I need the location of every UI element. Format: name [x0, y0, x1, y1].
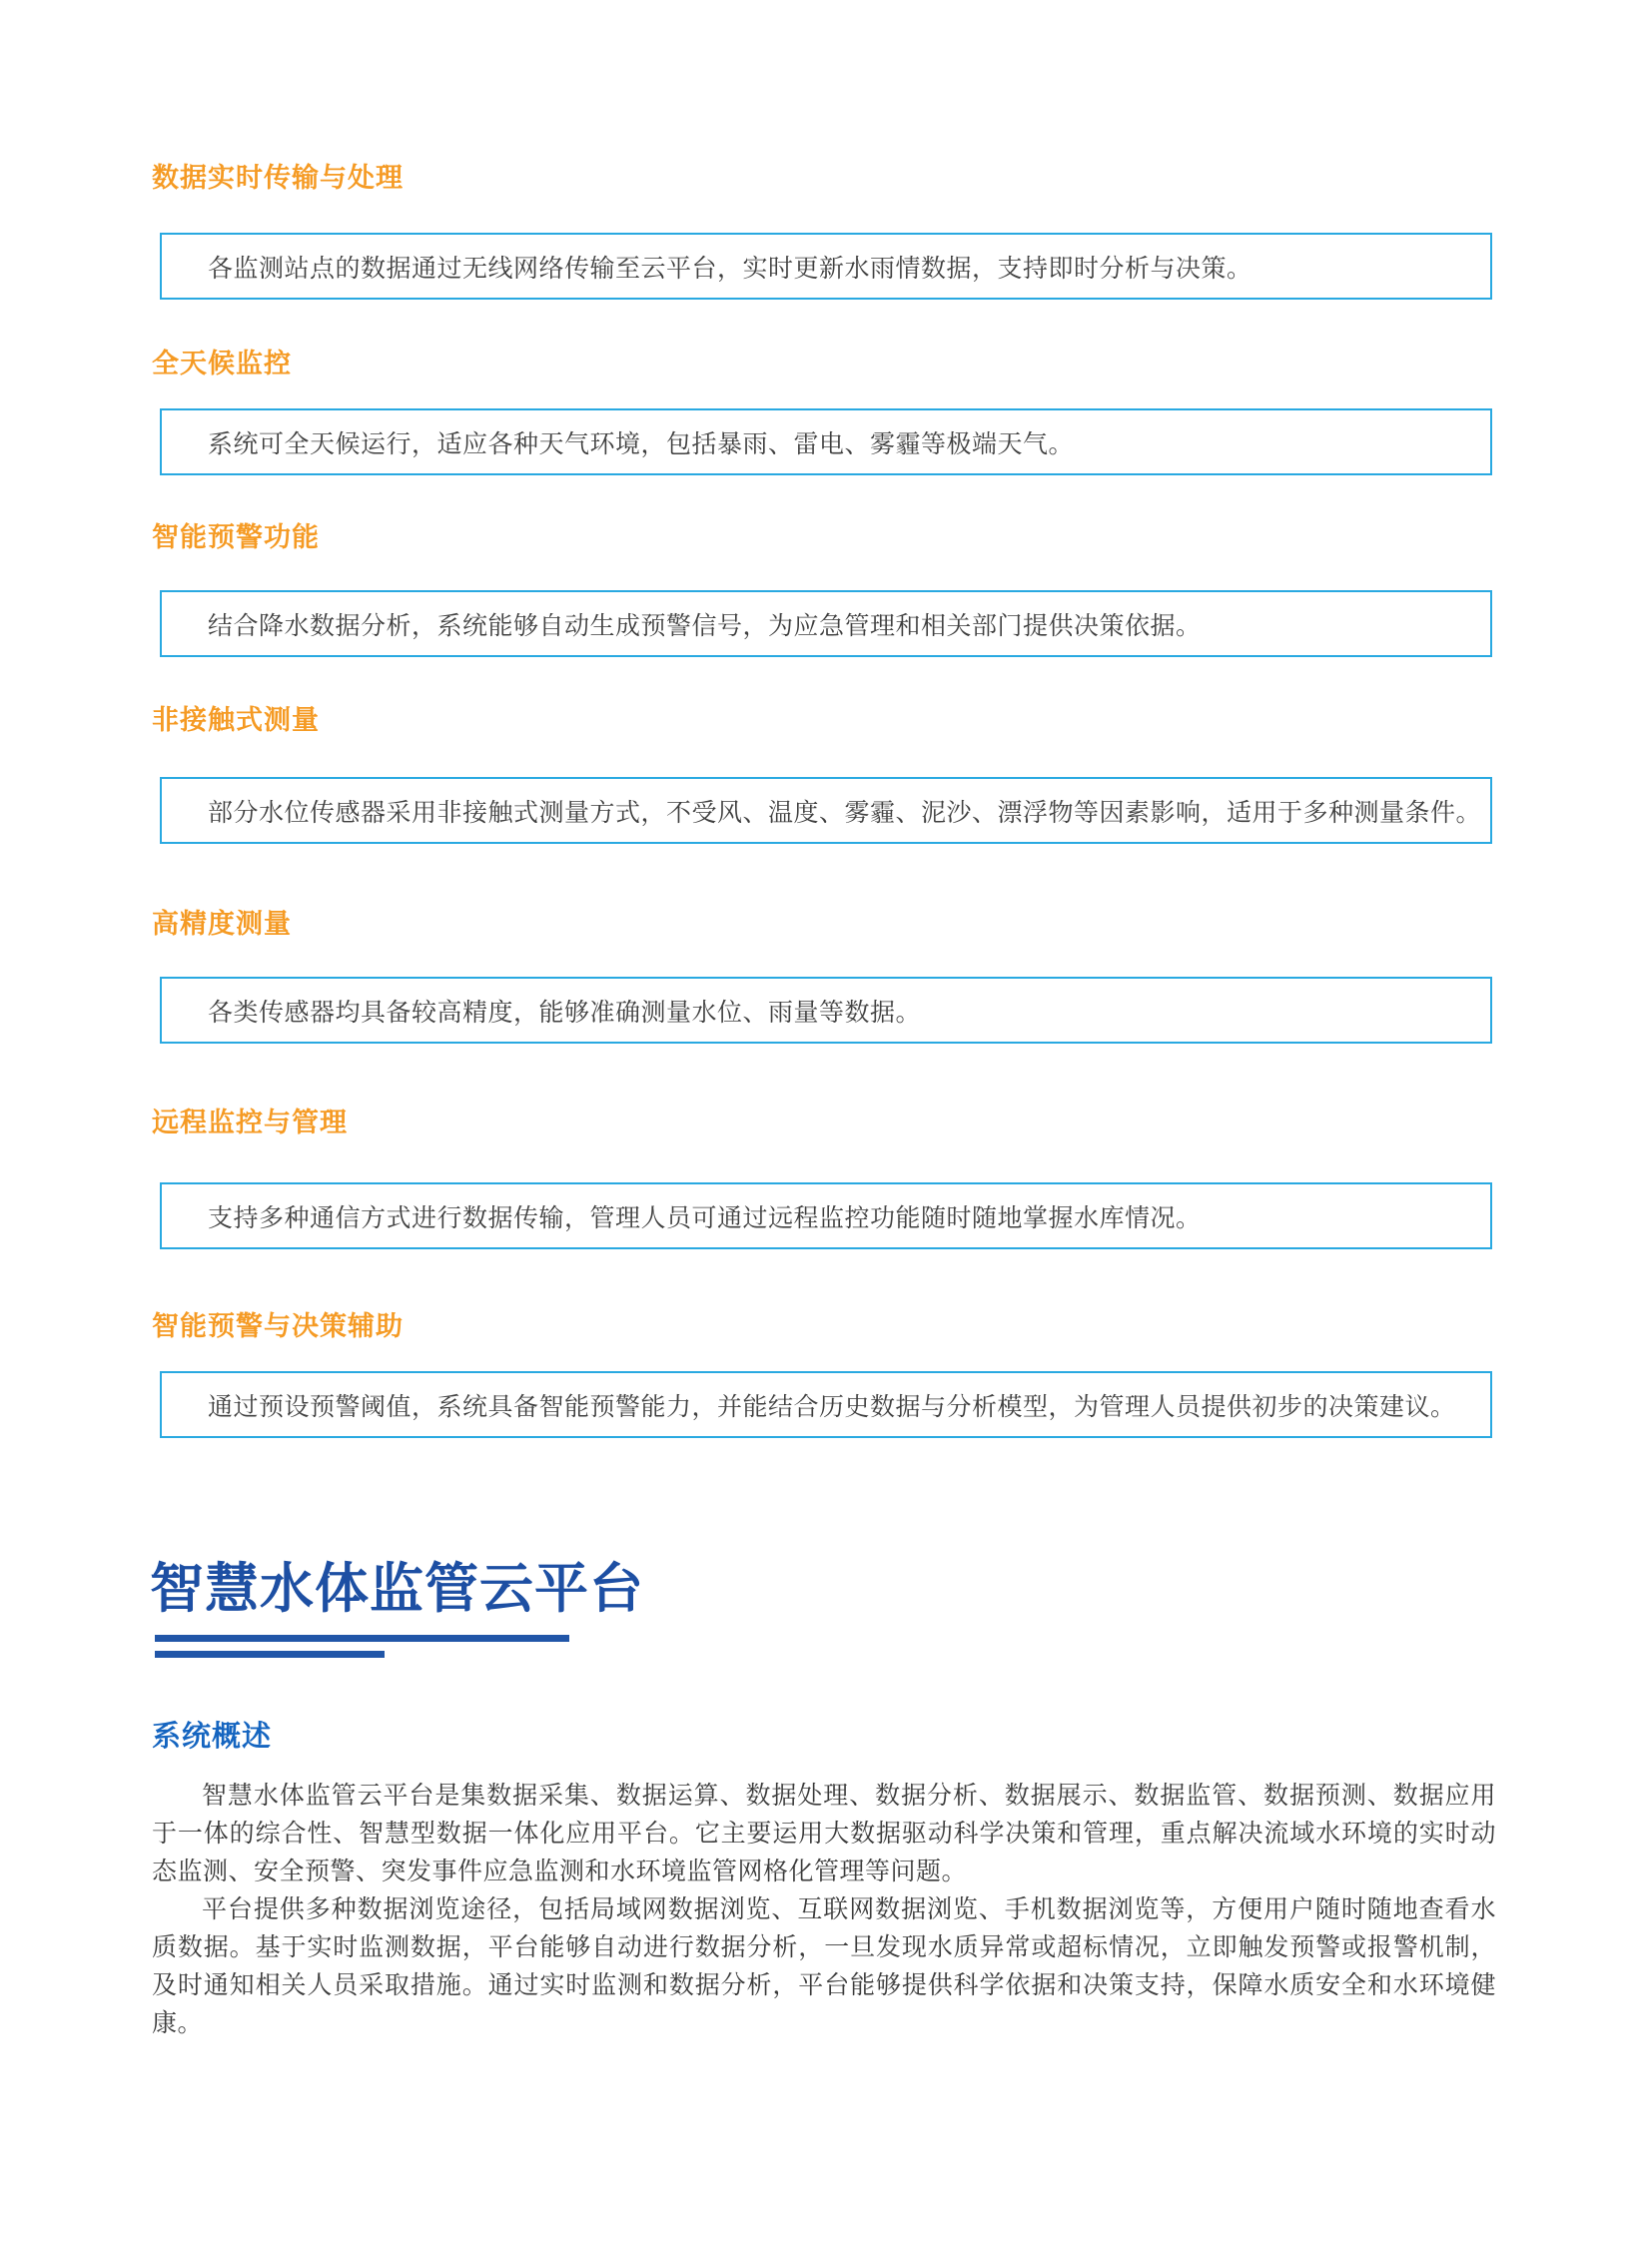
feature-description-text: 通过预设预警阈值，系统具备智能预警能力，并能结合历史数据与分析模型，为管理人员提供初步的决策建议。 [208, 1392, 1456, 1421]
page-title: 智慧水体监管云平台 [150, 1559, 644, 1619]
feature-description-text: 系统可全天候运行，适应各种天气环境，包括暴雨、雷电、雾霾等极端天气。 [208, 429, 1075, 458]
title-underline-short [155, 1651, 385, 1658]
feature-heading-high-precision: 高精度测量 [152, 909, 292, 939]
feature-description-text: 各监测站点的数据通过无线网络传输至云平台，实时更新水雨情数据，支持即时分析与决策。 [208, 254, 1252, 283]
overview-paragraph-1: 智慧水体监管云平台是集数据采集、数据运算、数据处理、数据分析、数据展示、数据监管、数据预测、数据应用于一体的综合性、智慧型数据一体化应用平台。它主要运用大数据驱动科学决策和管理，重点解决流域水环境的实时动态监测、安全预警、突发事件应急监测和水环境监管网格化管理等问题。 [152, 1782, 1496, 1885]
feature-description-box [160, 233, 1492, 300]
feature-description-text: 各类传感器均具备较高精度，能够准确测量水位、雨量等数据。 [208, 998, 922, 1027]
feature-description-box [160, 590, 1492, 657]
feature-heading-smart-warning: 智能预警功能 [152, 522, 320, 552]
feature-description-text: 支持多种通信方式进行数据传输，管理人员可通过远程监控功能随时随地掌握水库情况。 [208, 1203, 1202, 1232]
feature-description-box [160, 777, 1492, 844]
feature-description-box [160, 977, 1492, 1044]
feature-heading-remote-monitoring: 远程监控与管理 [152, 1108, 348, 1137]
feature-description-text: 部分水位传感器采用非接触式测量方式，不受风、温度、雾霾、泥沙、漂浮物等因素影响，适用于多种测量条件。 [208, 798, 1482, 827]
section-heading-system-overview: 系统概述 [152, 1721, 273, 1753]
feature-heading-data-transmission: 数据实时传输与处理 [152, 163, 404, 193]
feature-description-text: 结合降水数据分析，系统能够自动生成预警信号，为应急管理和相关部门提供决策依据。 [208, 611, 1202, 640]
feature-heading-all-weather-monitoring: 全天候监控 [152, 349, 292, 378]
title-underline-long [155, 1635, 569, 1642]
overview-paragraphs [152, 1777, 1496, 2042]
feature-heading-warning-decision-support: 智能预警与决策辅助 [152, 1311, 404, 1341]
feature-description-box [160, 1182, 1492, 1249]
feature-description-box [160, 1371, 1492, 1438]
feature-description-box [160, 408, 1492, 475]
overview-paragraph-2: 平台提供多种数据浏览途径，包括局域网数据浏览、互联网数据浏览、手机数据浏览等，方便用户随时随地查看水质数据。基于实时监测数据，平台能够自动进行数据分析，一旦发现水质异常或超标情况，立即触发预警或报警机制，及时通知相关人员采取措施。通过实时监测和数据分析，平台能够提供科学依据和决策支持，保障水质安全和水环境健康。 [152, 1895, 1496, 2037]
feature-heading-non-contact-measurement: 非接触式测量 [152, 705, 320, 735]
